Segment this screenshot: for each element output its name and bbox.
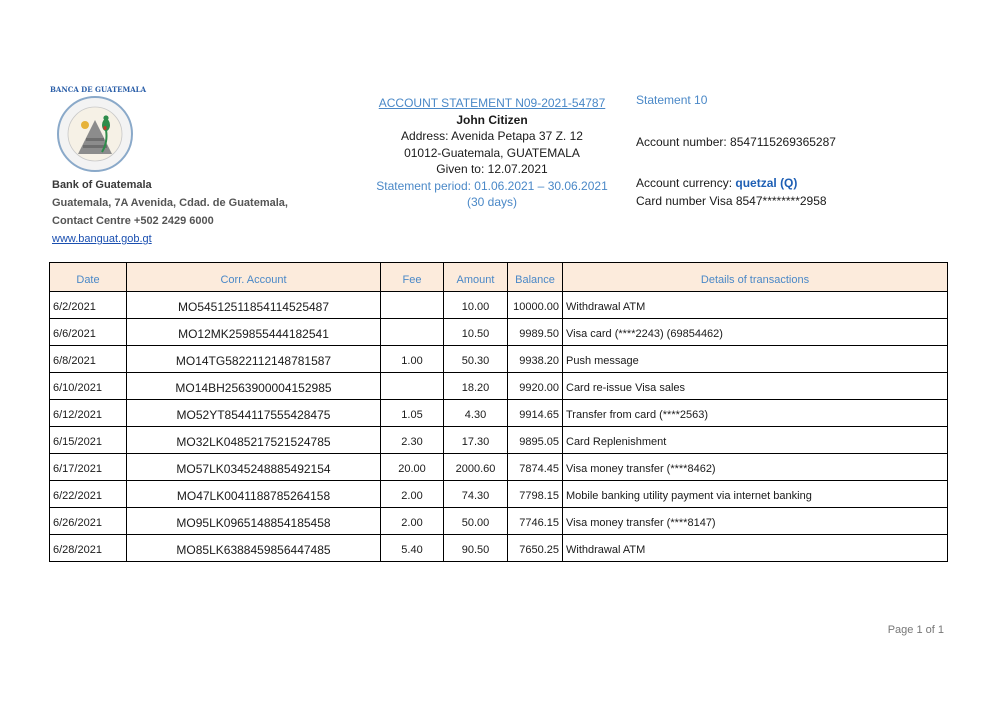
cell-fee: 2.00 [381, 508, 444, 535]
currency-value: quetzal (Q) [735, 176, 798, 190]
cell-corr-account: MO14TG5822112148781587 [127, 346, 381, 373]
cell-amount: 17.30 [444, 427, 508, 454]
statement-header [352, 95, 632, 211]
cell-date: 6/2/2021 [50, 292, 127, 319]
cell-corr-account: MO14BH2563900004152985 [127, 373, 381, 400]
cell-amount: 50.30 [444, 346, 508, 373]
cell-date: 6/8/2021 [50, 346, 127, 373]
cell-details: Withdrawal ATM [563, 292, 948, 319]
cell-details: Visa money transfer (****8147) [563, 508, 948, 535]
cell-details: Visa card (****2243) (69854462) [563, 319, 948, 346]
account-currency [636, 175, 797, 191]
cell-amount: 74.30 [444, 481, 508, 508]
transactions-table [49, 262, 948, 562]
account-number: Account number: 8547115269365287 [636, 135, 836, 149]
cell-balance: 7746.15 [508, 508, 563, 535]
cell-amount: 90.50 [444, 535, 508, 562]
bank-website-link[interactable]: www.banguat.gob.gt [52, 233, 152, 245]
cell-balance: 7874.45 [508, 454, 563, 481]
holder-address-line2: 01012-Guatemala, GUATEMALA [404, 145, 580, 160]
header-fee: Fee [381, 263, 444, 292]
cell-amount: 18.20 [444, 373, 508, 400]
card-number: Card number Visa 8547********2958 [636, 194, 827, 208]
header-details: Details of transactions [563, 263, 948, 292]
cell-date: 6/26/2021 [50, 508, 127, 535]
cell-date: 6/10/2021 [50, 373, 127, 400]
bank-logo [50, 85, 147, 172]
cell-fee [381, 292, 444, 319]
cell-date: 6/15/2021 [50, 427, 127, 454]
cell-details: Card Replenishment [563, 427, 948, 454]
table-row [50, 508, 948, 535]
cell-amount: 4.30 [444, 400, 508, 427]
cell-balance: 9914.65 [508, 400, 563, 427]
bank-contact: Contact Centre +502 2429 6000 [52, 215, 214, 227]
cell-details: Mobile banking utility payment via internet banking [563, 481, 948, 508]
cell-fee: 5.40 [381, 535, 444, 562]
cell-details: Card re-issue Visa sales [563, 373, 948, 400]
cell-corr-account: MO52YT8544117555428475 [127, 400, 381, 427]
cell-date: 6/12/2021 [50, 400, 127, 427]
header-date: Date [50, 263, 127, 292]
cell-fee: 20.00 [381, 454, 444, 481]
logo-lettering: BANCA DE GUATEMALA [50, 85, 147, 94]
statement-days: (30 days) [466, 195, 518, 209]
cell-corr-account: MO54512511854114525487 [127, 292, 381, 319]
table-body [50, 292, 948, 562]
table-row [50, 400, 948, 427]
table-row [50, 427, 948, 454]
cell-details: Withdrawal ATM [563, 535, 948, 562]
cell-corr-account: MO95LK0965148854185458 [127, 508, 381, 535]
cell-balance: 9920.00 [508, 373, 563, 400]
bank-address: Guatemala, 7A Avenida, Cdad. de Guatemala, [52, 197, 288, 209]
cell-date: 6/17/2021 [50, 454, 127, 481]
cell-balance: 10000.00 [508, 292, 563, 319]
cell-fee: 1.00 [381, 346, 444, 373]
table-row [50, 535, 948, 562]
cell-fee [381, 373, 444, 400]
cell-balance: 7798.15 [508, 481, 563, 508]
header-corr-account: Corr. Account [127, 263, 381, 292]
header-amount: Amount [444, 263, 508, 292]
cell-corr-account: MO57LK0345248885492154 [127, 454, 381, 481]
cell-corr-account: MO47LK0041188785264158 [127, 481, 381, 508]
table-row [50, 346, 948, 373]
table-row [50, 454, 948, 481]
given-to: Given to: 12.07.2021 [436, 162, 548, 176]
cell-date: 6/6/2021 [50, 319, 127, 346]
currency-label: Account currency: [636, 176, 733, 190]
bank-info [52, 176, 288, 248]
cell-fee [381, 319, 444, 346]
bank-name: Bank of Guatemala [52, 179, 152, 191]
cell-amount: 10.00 [444, 292, 508, 319]
cell-corr-account: MO85LK6388459856447485 [127, 535, 381, 562]
cell-balance: 9938.20 [508, 346, 563, 373]
cell-date: 6/28/2021 [50, 535, 127, 562]
cell-balance: 7650.25 [508, 535, 563, 562]
cell-details: Transfer from card (****2563) [563, 400, 948, 427]
table-row [50, 373, 948, 400]
cell-fee: 2.00 [381, 481, 444, 508]
cell-corr-account: MO12MK259855444182541 [127, 319, 381, 346]
cell-amount: 10.50 [444, 319, 508, 346]
cell-amount: 50.00 [444, 508, 508, 535]
statement-period: Statement period: 01.06.2021 – 30.06.2021 [376, 178, 608, 193]
cell-details: Push message [563, 346, 948, 373]
statement-title: ACCOUNT STATEMENT N09-2021-54787 [378, 96, 606, 110]
cell-date: 6/22/2021 [50, 481, 127, 508]
cell-details: Visa money transfer (****8462) [563, 454, 948, 481]
cell-fee: 2.30 [381, 427, 444, 454]
statement-number: Statement 10 [636, 93, 708, 107]
table-header-row [50, 263, 948, 292]
table-row [50, 319, 948, 346]
cell-balance: 9895.05 [508, 427, 563, 454]
header-balance: Balance [508, 263, 563, 292]
table-row [50, 292, 948, 319]
page-number: Page 1 of 1 [887, 624, 944, 636]
cell-corr-account: MO32LK0485217521524785 [127, 427, 381, 454]
table-row [50, 481, 948, 508]
holder-address-line1: Address: Avenida Petapa 37 Z. 12 [401, 129, 583, 143]
cell-amount: 2000.60 [444, 454, 508, 481]
cell-fee: 1.05 [381, 400, 444, 427]
account-holder: John Citizen [456, 112, 528, 127]
cell-balance: 9989.50 [508, 319, 563, 346]
